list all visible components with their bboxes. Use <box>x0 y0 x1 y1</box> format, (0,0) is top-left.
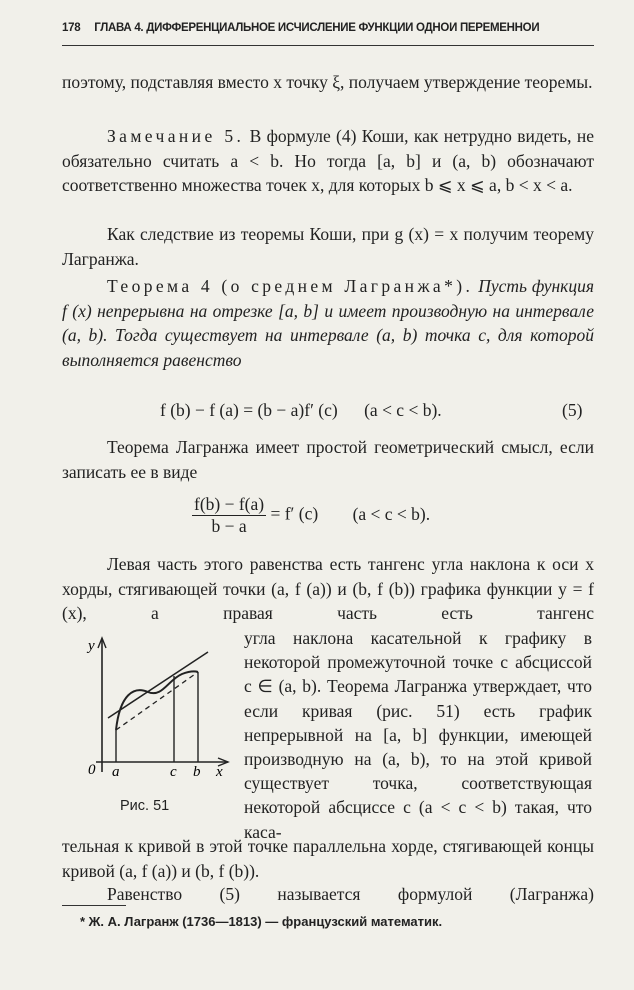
formula-5-label: (5) <box>562 400 583 420</box>
paragraph-8: Равенство (5) называется формулой (Лагранжа) <box>107 884 594 904</box>
theorem-text: Пусть функция f (x) непрерывна на отрезке [a, b] и имеет производную на интервале (a, b). Тогда существует на интервале (a, b) точка c, для которой выполняется равенство <box>62 276 594 370</box>
paragraph-7-full: Левая часть этого равенства есть тангенс угла наклона к оси x хорды, стягивающей точки (a, f (a)) и (b, f (b)) графика функции y = f (x), а правая часть есть тангенс <box>62 554 594 623</box>
remark-paragraph <box>62 124 594 198</box>
footnote: * Ж. А. Лагранж (1736—1813) — французский математик. <box>80 914 443 929</box>
label-y: y <box>88 638 95 654</box>
theorem-paragraph <box>62 274 594 372</box>
paragraph-1: поэтому, подставляя вместо x точку ξ, получаем утверждение теоремы. <box>62 72 593 92</box>
formula-6 <box>192 494 430 537</box>
formula-6-condition: (a < c < b). <box>352 503 431 524</box>
chord <box>116 672 198 730</box>
remark-title: Замечание 5. <box>107 126 245 146</box>
paragraph-7-wrap: угла наклона касательной к графику в некоторой промежуточной точке с абсциссой c ∈ (a, b). Теорема Лагранжа утверждает, что если кривая (рис. 51) есть график непрерывной на [a, b] функции, имеющей производную на (a, b), то на этой кривой существует точка, соответствующая некоторой абсциссе c (a < c < b) такая, что каса- <box>244 628 592 842</box>
header-rule <box>62 45 594 46</box>
formula-6-rhs: = f′ (c) <box>270 503 319 524</box>
label-b: b <box>193 764 201 780</box>
label-origin: 0 <box>88 762 96 778</box>
running-title: ГЛАВА 4. ДИФФЕРЕНЦИАЛЬНОЕ ИСЧИСЛЕНИЕ ФУНКЦИЙ ОДНОЙ ПЕРЕМЕННОЙ <box>94 22 540 34</box>
remark-text: В формуле (4) Коши, как нетрудно видеть, не обязательно считать a < b. Но тогда [a, b] и (a, b) обозначают соответственно множества точек x, для которых b ⩽ x ⩽ a, b < x < a. <box>62 126 594 195</box>
label-x: x <box>216 764 223 780</box>
paragraph-5: Теорема Лагранжа имеет простой геометрический смысл, если записать ее в виде <box>62 437 594 482</box>
label-c: c <box>170 764 177 780</box>
label-a: a <box>112 764 120 780</box>
theorem-title: Теорема 4 (о среднем Лагранжа*). <box>107 276 474 296</box>
figure-51 <box>82 634 232 784</box>
formula-5 <box>160 400 442 421</box>
footnote-rule <box>62 905 126 906</box>
running-header <box>62 22 592 34</box>
figure-caption: Рис. 51 <box>120 798 170 814</box>
formula-6-numerator: f(b) − f(a) <box>194 494 265 514</box>
tangent-line <box>108 652 208 718</box>
formula-6-fraction <box>192 494 266 537</box>
formula-6-denominator: b − a <box>211 516 247 536</box>
formula-5-condition: (a < c < b). <box>364 400 442 420</box>
paragraph-7-end: тельная к кривой в этой точке параллельна хорде, стягивающей концы кривой (a, f (a)) и (b, f (b)). <box>62 836 594 881</box>
paragraph-3: Как следствие из теоремы Коши, при g (x) = x получим теорему Лагранжа. <box>62 224 594 269</box>
page-number: 178 <box>62 22 81 34</box>
formula-5-lhs: f (b) − f (a) = (b − a)f′ (c) <box>160 400 338 420</box>
